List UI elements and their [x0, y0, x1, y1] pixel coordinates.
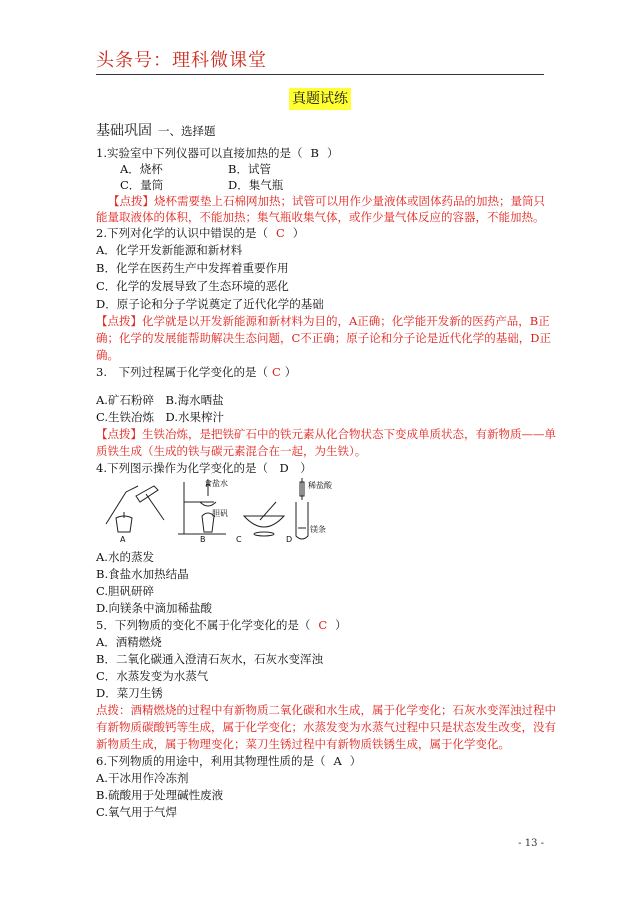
fig-lbl-a: A: [120, 535, 126, 544]
q3-hint-1: 【点拨】生铁冶炼，是把铁矿石中的铁元素从化合物状态下变成单质状态，有新物质——单: [96, 427, 556, 441]
q4-opt-c: C.胆矾研碎: [96, 584, 155, 598]
q2-opt-c: C．化学的发展导致了生态环境的恶化: [96, 279, 289, 293]
page-title: 真题试练: [289, 88, 351, 110]
q5-opt-b: B．二氧化碳通入澄清石灰水，石灰水变浑浊: [96, 652, 323, 666]
q5-opt-d: D．菜刀生锈: [96, 686, 163, 700]
q4-figure: [96, 476, 332, 546]
q5-stem: 5．下列物质的变化不属于化学变化的是（ C ）: [96, 618, 347, 632]
q4-opt-d: D.向镁条中滴加稀盐酸: [96, 601, 212, 615]
q5-hint-3: 新物质生成，属于物理变化；菜刀生锈过程中有新物质铁锈生成，属于化学变化。: [96, 737, 510, 751]
figure-d-test-tube: [296, 478, 308, 539]
figure-a-evaporation: [106, 486, 164, 532]
page-number: - 13 -: [518, 838, 544, 849]
q6-answer: A: [333, 754, 342, 768]
fig-lbl-b: B: [200, 535, 206, 544]
q4-opt-b: B.食盐水加热结晶: [96, 567, 189, 581]
q4-opt-a: A.水的蒸发: [96, 550, 154, 564]
q1-opt-a: A．烧杯: [120, 162, 163, 176]
q2-hint-3: 确。: [96, 348, 119, 362]
q3-hint-2: 质铁生成（生成的铁与碳元素混合在一起，为生铁）。: [96, 444, 367, 458]
section-heading: [96, 120, 216, 140]
q5-answer: C: [318, 618, 328, 632]
q5-hint-1: 点拨：酒精燃烧的过程中有新物质二氧化碳和水生成，属于化学变化；石灰水变浑浊过程中: [96, 703, 556, 717]
q5-hint-2: 有新物质碳酸钙等生成，属于化学变化；水蒸发变为水蒸气过程中只是状态发生改变，没有: [96, 720, 556, 734]
figure-b-heating: [178, 480, 226, 534]
q2-answer: C: [275, 226, 285, 240]
q6-opt-c: C.氧气用于气焊: [96, 805, 178, 819]
fig-label-alum: 胆矾: [212, 509, 228, 518]
q1-stem: 1.实验室中下列仪器可以直接加热的是（ B ）: [96, 146, 339, 160]
q1-hint-2: 能量取液体的体积，不能加热；集气瓶收集气体，或作少量气体反应的容器，不能加热。: [96, 210, 545, 224]
q2-opt-d: D．原子论和分子学说奠定了近代化学的基础: [96, 297, 324, 311]
q1-opt-d: D．集气瓶: [228, 178, 284, 192]
q5-opt-c: C．水蒸发变为水蒸气: [96, 669, 209, 683]
q1-opt-c: C．量筒: [120, 178, 164, 192]
fig-lbl-c: C: [236, 535, 242, 544]
header-rule: [96, 74, 544, 75]
fig-label-mg: 镁条: [310, 525, 326, 534]
q6-stem: 6.下列物质的用途中，利用其物理性质的是（ A ）: [96, 754, 362, 768]
q2-opt-b: B．化学在医药生产中发挥着重要作用: [96, 261, 289, 275]
q3-opt-cd: C.生铁冶炼 D.水果榨汁: [96, 410, 225, 424]
q6-opt-b: B.硫酸用于处理碱性废液: [96, 788, 224, 802]
fig-label-salt: 食盐水: [204, 479, 228, 488]
fig-lbl-d: D: [286, 535, 293, 544]
q5-opt-a: A．酒精燃烧: [96, 635, 162, 649]
q1-opt-b: B．试管: [228, 162, 271, 176]
q2-hint-2: 确；化学的发展能帮助解决生态问题，C不正确；原子论和分子论是近代化学的基础，D正: [96, 331, 552, 345]
q1-answer: B: [310, 146, 319, 160]
section-main: 基础巩固: [96, 123, 152, 139]
q4-stem: 4.下列图示操作为化学变化的是（ D ）: [96, 461, 312, 475]
header-watermark: 头条号：理科微课堂: [96, 50, 267, 71]
fig-label-acid: 稀盐酸: [308, 481, 332, 490]
q3-opt-ab: A.矿石粉碎 B.海水晒盐: [96, 393, 224, 407]
figure-c-mortar: [244, 502, 284, 536]
section-sub: 一、选择题: [158, 124, 216, 138]
q1-hint-1: 【点拨】烧杯需要垫上石棉网加热；试管可以用作少量液体或固体药品的加热；量筒只: [108, 194, 545, 208]
q2-stem: 2.下列对化学的认识中错误的是（ C ）: [96, 226, 305, 240]
q2-hint-1: 【点拨】化学就是以开发新能源和新材料为目的，A正确；化学能开发新的医药产品，B正: [96, 314, 550, 328]
q3-stem: 3. 下列过程属于化学变化的是（ C ）: [96, 365, 297, 379]
q2-opt-a: A．化学开发新能源和新材料: [96, 243, 243, 257]
q3-answer: C: [271, 365, 281, 379]
q6-opt-a: A.干冰用作冷冻剂: [96, 771, 189, 785]
